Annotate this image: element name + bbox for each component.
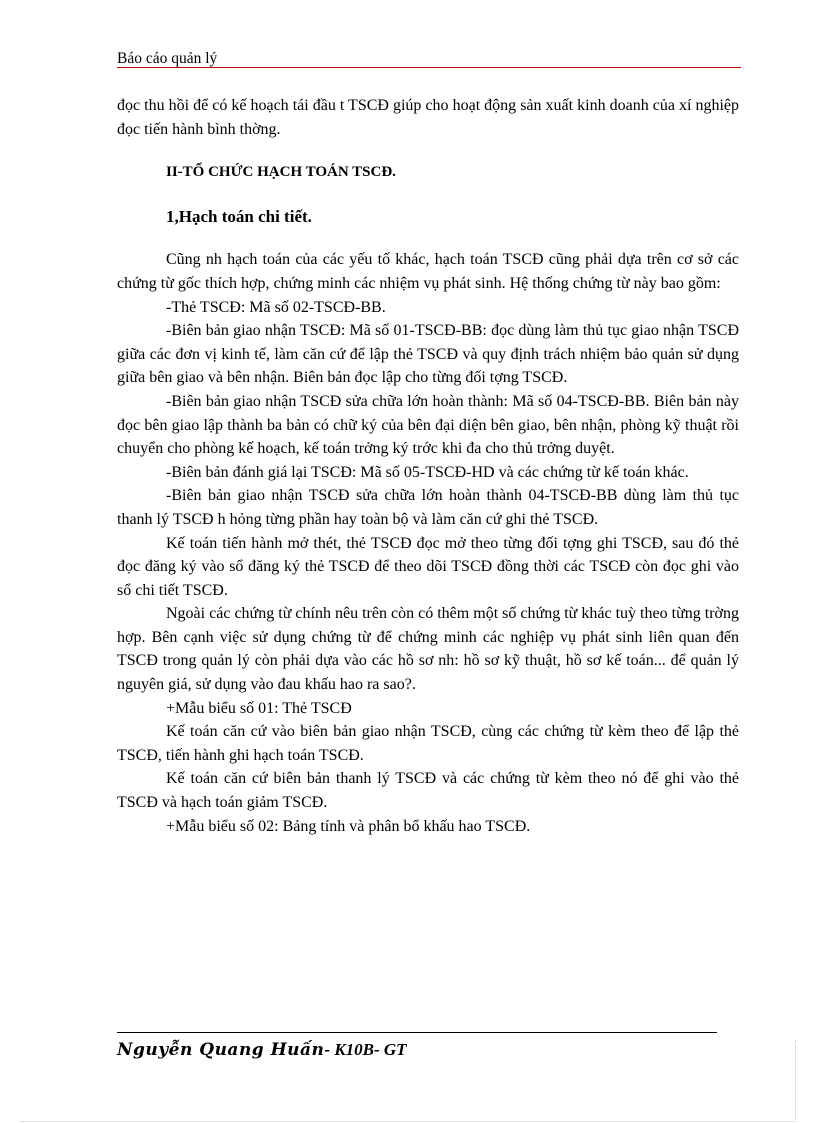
paragraph: +Mẫu biểu số 02: Bảng tính và phân bổ khấu hao TSCĐ. xyxy=(166,817,531,835)
paragraph: -Biên bản giao nhận TSCĐ: Mã số 01-TSCĐ-BB: đọc dùng làm thủ tục giao nhận TSCĐ giữa các đơn vị kinh tế, làm căn cứ để lập thẻ TSCĐ và quy định trách nhiệm bảo quản sử dụng giữa bên giao và bên nhận. Biên bản đọc lập cho từng đối tợng TSCĐ. xyxy=(117,322,739,387)
paragraph: -Biên bản đánh giá lại TSCĐ: Mã số 05-TSCĐ-HD và các chứng từ kế toán khác. xyxy=(166,463,689,481)
paragraph: Kế toán căn cứ biên bản thanh lý TSCĐ và các chứng từ kèm theo nó để ghi vào thẻ TSCĐ và hạch toán giảm TSCĐ. xyxy=(117,770,739,812)
paragraph: +Mẫu biểu số 01: Thẻ TSCĐ xyxy=(166,699,352,717)
header-rule xyxy=(117,67,741,68)
footer-rule xyxy=(117,1032,717,1033)
paragraph: Cũng nh hạch toán của các yếu tố khác, hạch toán TSCĐ cũng phải dựa trên cơ sở các chứng từ gốc thích hợp, chứng minh các nhiệm vụ phát sinh. Hệ thống chứng từ này bao gồm: xyxy=(117,251,739,292)
footer-class: - K10B- GT xyxy=(324,1040,407,1059)
page-edge-dotted xyxy=(20,1121,796,1122)
spacer xyxy=(117,141,739,161)
running-footer xyxy=(117,1040,407,1060)
spacer xyxy=(117,228,739,248)
paragraph: Kế toán căn cứ vào biên bản giao nhận TSCĐ, cùng các chứng từ kèm theo để lập thẻ TSCĐ, tiến hành ghi hạch toán TSCĐ. xyxy=(117,723,739,764)
document-body xyxy=(117,94,739,838)
subsection-heading: 1,Hạch toán chi tiết. xyxy=(166,206,312,226)
paragraph: Kế toán tiến hành mở thét, thẻ TSCĐ đọc mở theo từng đối tợng ghi TSCĐ, sau đó thẻ đọc đăng ký vào sổ đăng ký thẻ TSCĐ để theo dõi TSCĐ đồng thời các TSCĐ còn đọc ghi vào sổ chi tiết TSCĐ. xyxy=(117,534,739,599)
paragraph: Ngoài các chứng từ chính nêu trên còn có thêm một số chứng từ khác tuỳ theo từng trờng hợp. Bên cạnh việc sử dụng chứng từ để chứng minh các nghiệp vụ phát sinh liên quan đến TSCĐ trong quản lý còn phải dựa vào các hồ sơ nh: hồ sơ kỹ thuật, hồ sơ kế toán... để quản lý nguyên giá, sử dụng vào đau khấu hao ra sao?. xyxy=(117,605,739,694)
spacer xyxy=(117,185,739,205)
intro-paragraph: đọc thu hồi để có kế hoạch tái đầu t TSCĐ giúp cho hoạt động sản xuất kinh doanh của xí nghiệp đọc tiến hành bình thờng. xyxy=(117,97,739,138)
section-heading: II-TỔ CHỨC HẠCH TOÁN TSCĐ. xyxy=(166,164,396,181)
page-edge-vertical-dotted xyxy=(795,1040,796,1120)
paragraph: -Biên bản giao nhận TSCĐ sửa chữa lớn hoàn thành 04-TSCĐ-BB dùng làm thủ tục thanh lý TSCĐ h hỏng từng phần hay toàn bộ và làm căn cứ ghi thẻ TSCĐ. xyxy=(117,487,739,528)
paragraph: -Thẻ TSCĐ: Mã số 02-TSCĐ-BB. xyxy=(166,298,386,316)
running-header: Báo cáo quản lý xyxy=(117,50,218,67)
footer-author: Nguyễn Quang Huấn xyxy=(117,1040,325,1060)
paragraph: -Biên bản giao nhận TSCĐ sửa chữa lớn hoàn thành: Mã số 04-TSCĐ-BB. Biên bản này đọc bên giao lập thành ba bản có chữ ký của bên đại diện bên giao, bên nhận, phòng kỹ thuật rồi chuyển cho phòng kế hoạch, kế toán trởng ký trớc khi đa cho thủ trởng duyệt. xyxy=(117,392,739,458)
